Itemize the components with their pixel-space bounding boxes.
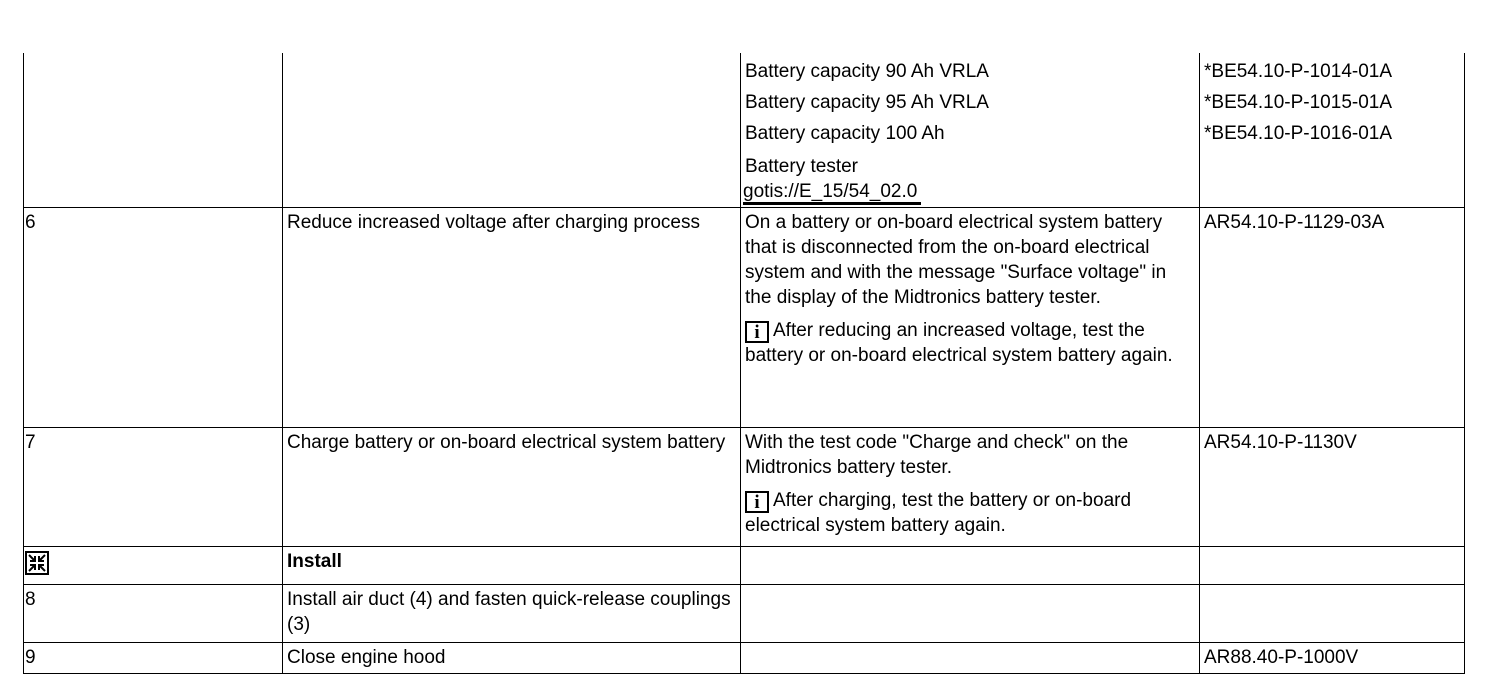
table-row [24, 53, 1465, 208]
details-cell [741, 643, 1200, 674]
info-icon: i [745, 491, 769, 513]
reference-link[interactable]: *BE54.10-P-1014-01A [1204, 61, 1393, 82]
reference-cell [1200, 53, 1465, 208]
table-row [24, 547, 1465, 585]
gotis-link[interactable]: gotis://E_15/54_02.0 [743, 182, 921, 205]
details-line: Battery capacity 90 Ah VRLA [745, 61, 989, 82]
details-cell [741, 585, 1200, 643]
table-row [24, 208, 1465, 428]
reference-link[interactable]: *BE54.10-P-1016-01A [1204, 123, 1393, 144]
details-line: Battery capacity 100 Ah [745, 123, 945, 144]
step-number: 8 [24, 585, 283, 643]
info-icon: i [745, 321, 769, 343]
reference-cell [1200, 585, 1465, 643]
task-cell [283, 53, 741, 208]
table-row [24, 428, 1465, 547]
step-number: 9 [24, 643, 283, 674]
reference-cell [1200, 547, 1465, 585]
details-line: Battery tester [745, 156, 858, 177]
info-note [745, 488, 1195, 538]
table-row [24, 585, 1465, 643]
step-icon-cell [24, 547, 283, 585]
details-text: With the test code "Charge and check" on the Midtronics battery tester. [745, 432, 1129, 478]
task-cell: Install air duct (4) and fasten quick-release couplings (3) [283, 585, 741, 643]
note-text: After reducing an increased voltage, test the battery or on-board electrical system battery again. [745, 320, 1173, 366]
procedure-table [23, 53, 1465, 674]
install-icon [25, 551, 49, 575]
step-number: 7 [24, 428, 283, 547]
reference-link[interactable]: AR54.10-P-1129-03A [1200, 208, 1465, 428]
step-number: 6 [24, 208, 283, 428]
task-cell: Charge battery or on-board electrical system battery [283, 428, 741, 547]
details-cell [741, 208, 1200, 428]
task-cell: Close engine hood [283, 643, 741, 674]
step-cell [24, 53, 283, 208]
note-text: After charging, test the battery or on-board electrical system battery again. [745, 490, 1132, 536]
details-cell [741, 547, 1200, 585]
reference-link[interactable]: AR54.10-P-1130V [1200, 428, 1465, 547]
details-line: Battery capacity 95 Ah VRLA [745, 92, 989, 113]
table-row [24, 643, 1465, 674]
section-heading: Install [283, 547, 741, 585]
details-cell [741, 53, 1200, 208]
reference-link[interactable]: AR88.40-P-1000V [1200, 643, 1465, 674]
details-cell [741, 428, 1200, 547]
task-cell: Reduce increased voltage after charging process [283, 208, 741, 428]
details-text: On a battery or on-board electrical system battery that is disconnected from the on-board electrical system and with the message "Surface voltage" in the display of the Midtronics battery tester. [745, 212, 1167, 308]
info-note [745, 318, 1195, 368]
reference-link[interactable]: *BE54.10-P-1015-01A [1204, 92, 1393, 113]
